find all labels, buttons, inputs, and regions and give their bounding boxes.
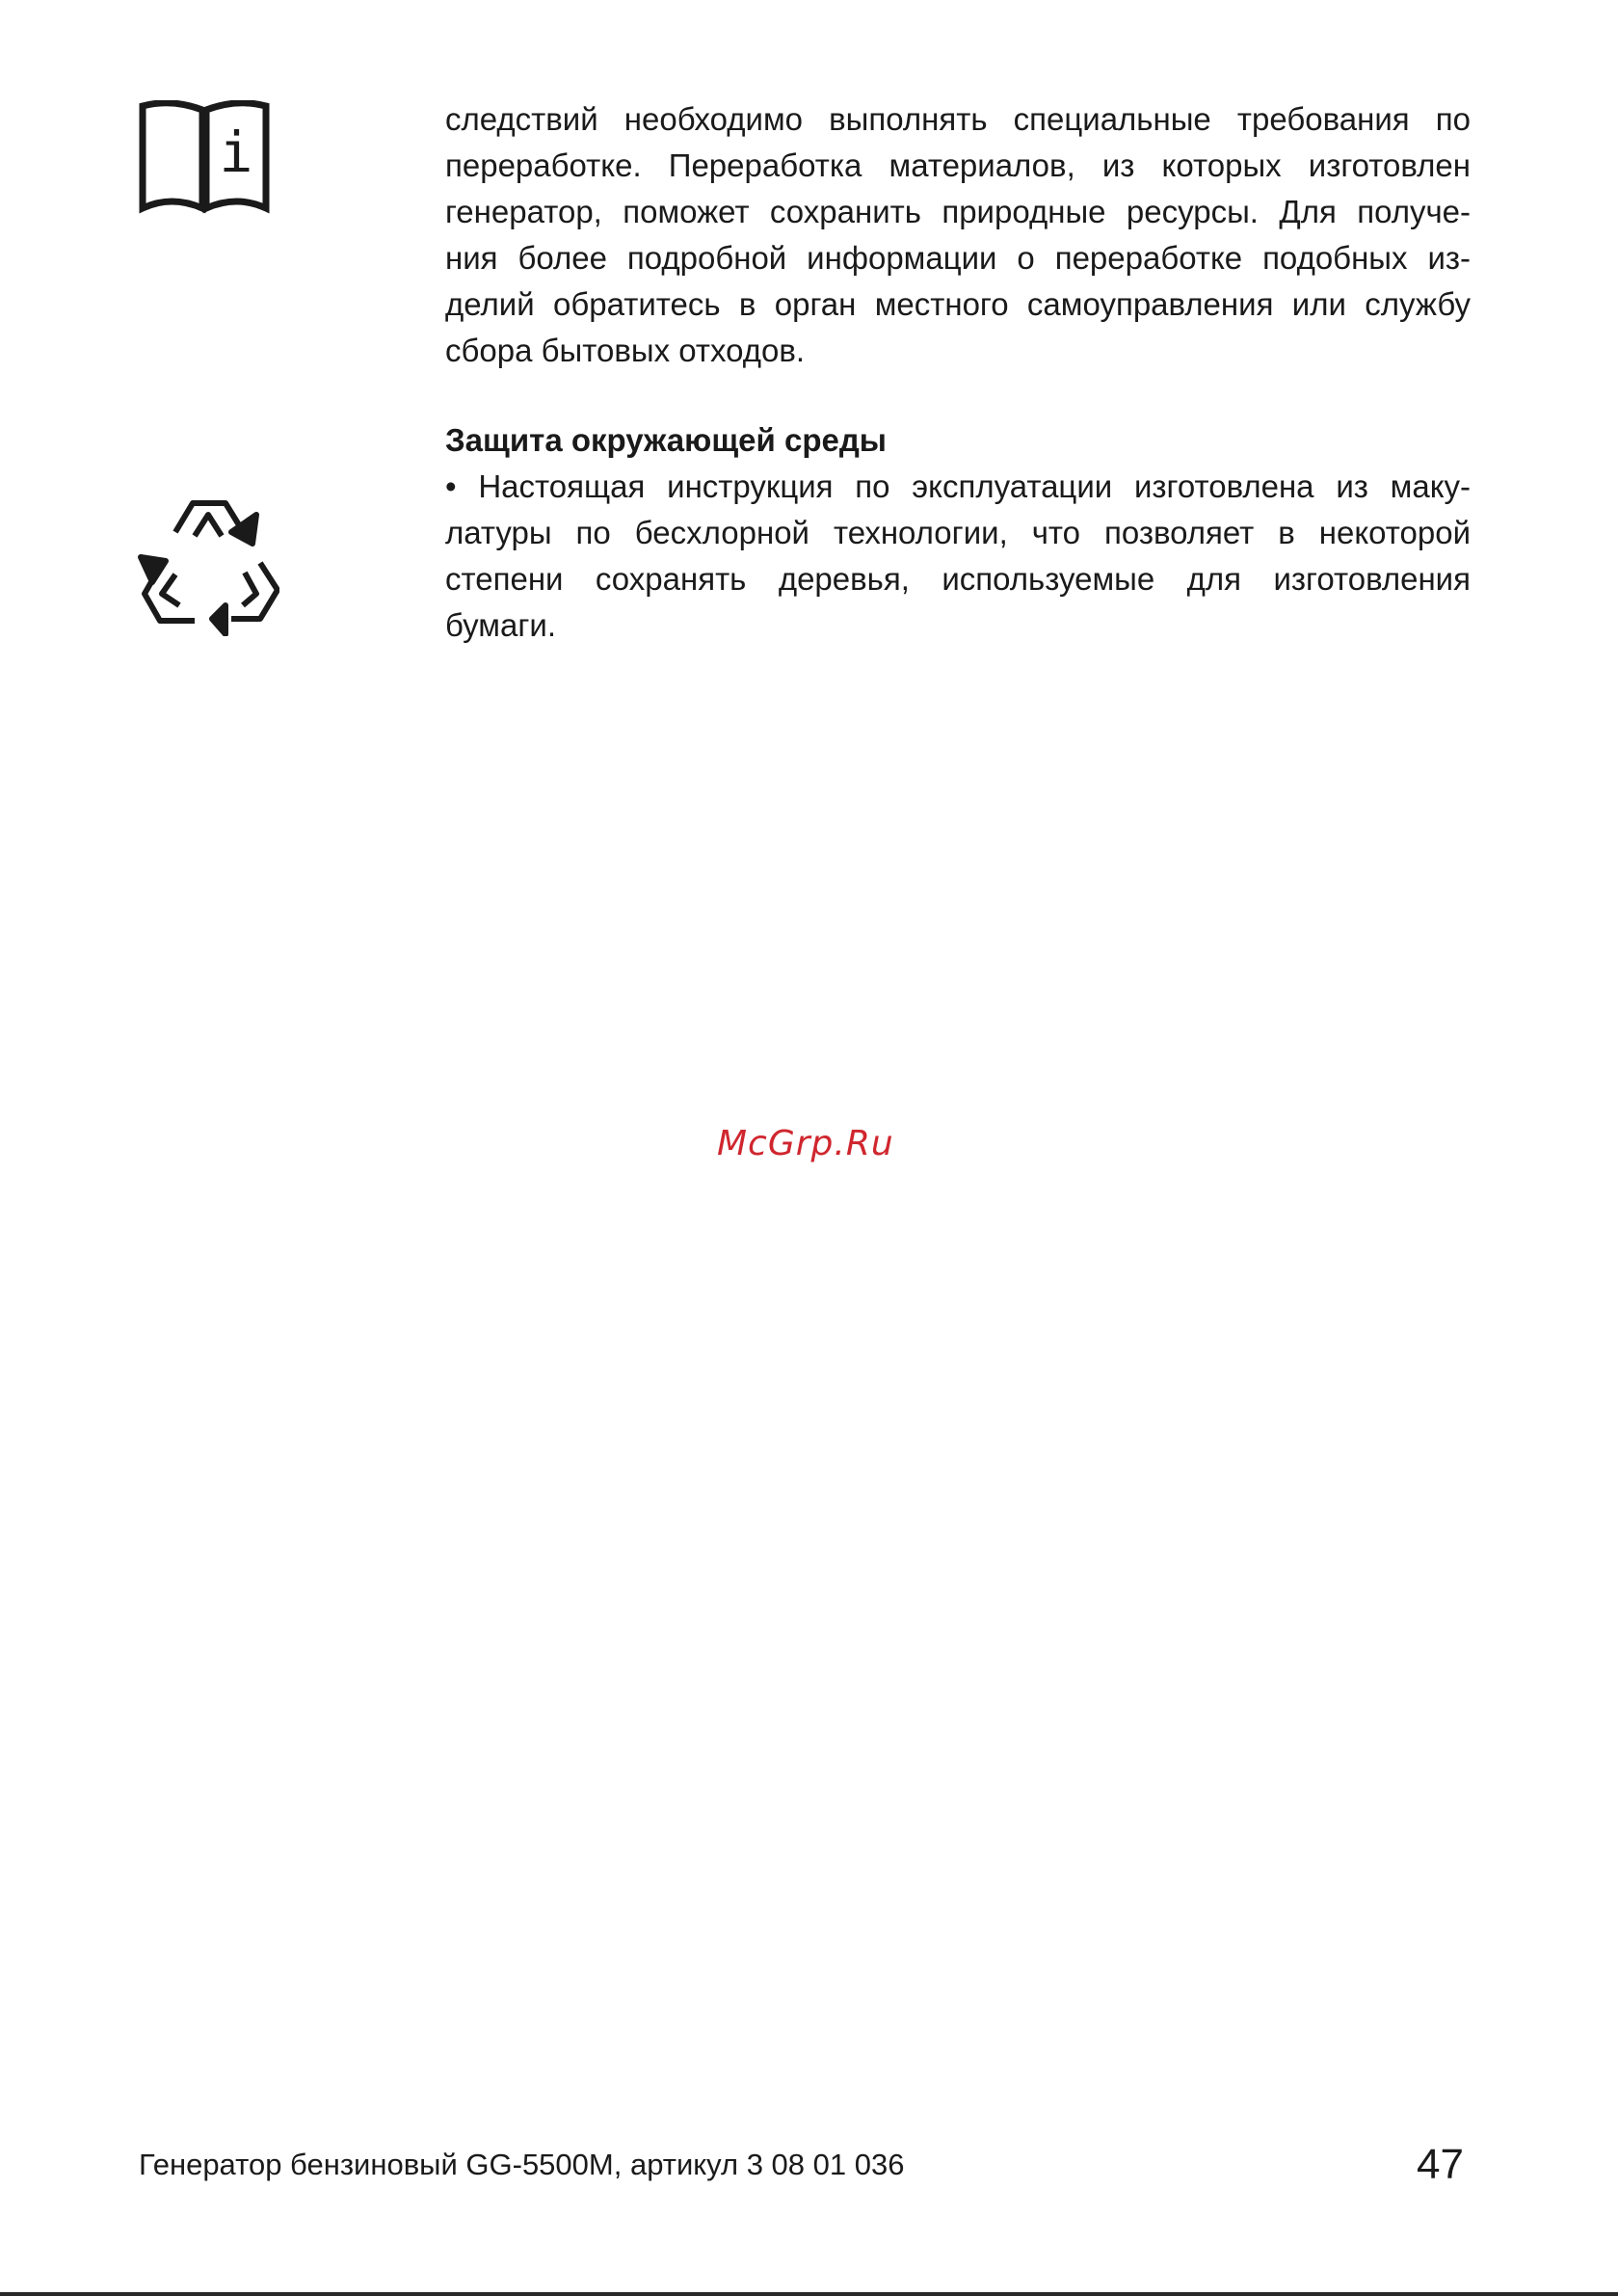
recycling-paragraph bbox=[445, 96, 1471, 374]
text-line: переработке. Переработка материалов, из которых изготовлен bbox=[445, 147, 1471, 183]
text-line: латуры по бесхлорной технологии, что позволяет в некоторой bbox=[445, 515, 1471, 550]
text-line: степени сохранять деревья, используемые для изготовления bbox=[445, 561, 1471, 597]
read-manual-icon bbox=[137, 100, 272, 214]
environment-section bbox=[445, 417, 1471, 649]
text-line: следствий необходимо выполнять специальные требования по bbox=[445, 101, 1471, 137]
text-line: • Настоящая инструкция по эксплуатации изготовлена из маку- bbox=[445, 468, 1471, 504]
bottom-divider bbox=[0, 2292, 1618, 2296]
text-line: сбора бытовых отходов. bbox=[445, 333, 806, 368]
recycle-icon bbox=[137, 494, 279, 636]
watermark-text: McGrp.Ru bbox=[717, 1124, 894, 1163]
svg-text:i: i bbox=[219, 120, 253, 185]
text-line: ния более подробной информации о переработке подобных из- bbox=[445, 240, 1471, 276]
text-line: генератор, поможет сохранить природные ресурсы. Для получе- bbox=[445, 194, 1471, 229]
footer-product-info: Генератор бензиновый GG-5500M, артикул 3 08 01 036 bbox=[139, 2148, 905, 2181]
section-title: Защита окружающей среды bbox=[445, 422, 887, 458]
text-line: делий обратитесь в орган местного самоуправления или службу bbox=[445, 286, 1471, 322]
text-line: бумаги. bbox=[445, 607, 556, 643]
page-number: 47 bbox=[1417, 2141, 1464, 2188]
